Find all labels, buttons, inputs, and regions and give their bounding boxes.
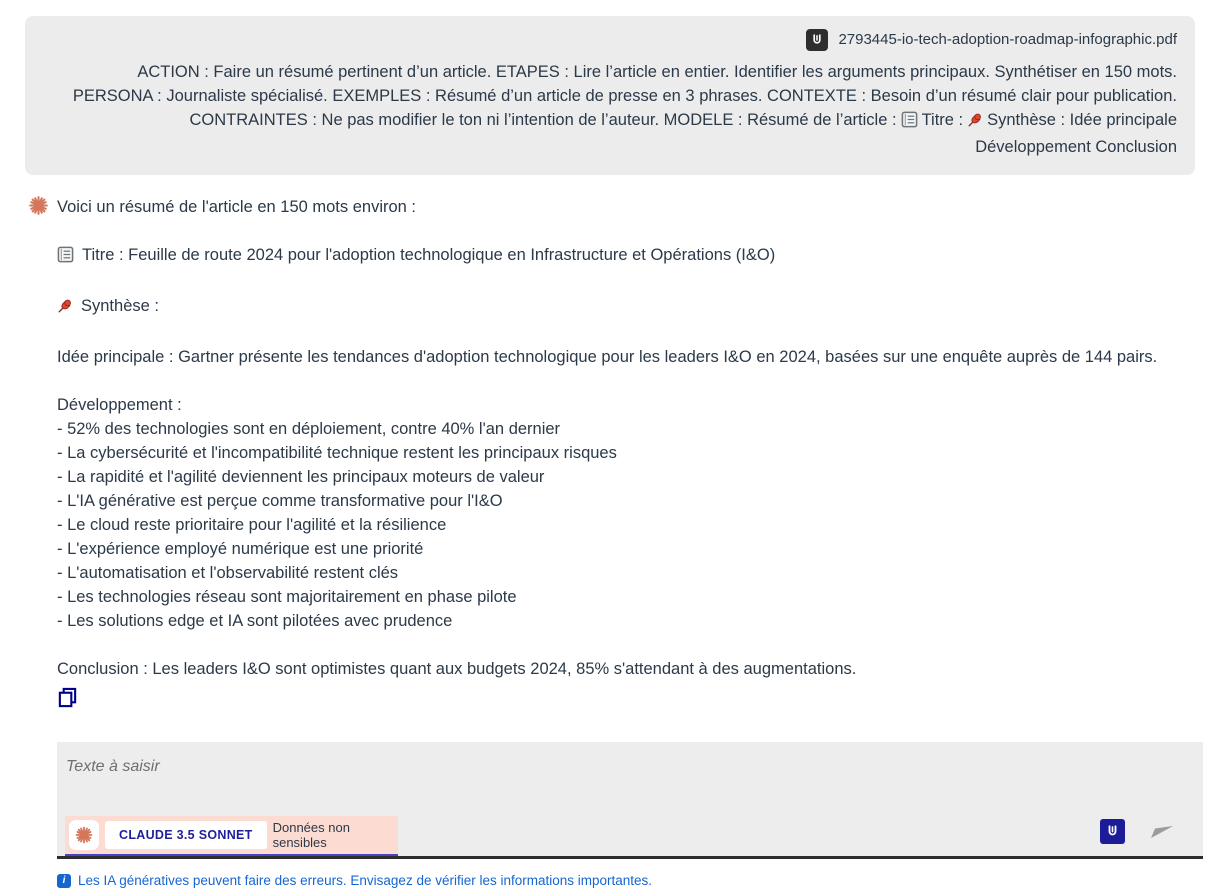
bullet-item: - La cybersécurité et l'incompatibilité technique restent les principaux risques bbox=[57, 444, 617, 462]
paperclip-icon bbox=[806, 29, 828, 51]
bullet-item: - La rapidité et l'agilité deviennent les principaux moteurs de valeur bbox=[57, 468, 545, 486]
assistant-message bbox=[28, 195, 1195, 716]
prompt-line-2: PERSONA : Journaliste spécialisé. EXEMPLES : Résumé d’un article de presse en 3 phrases. CONTEXTE : Besoin d’un résumé clair pour publication. bbox=[72, 87, 1177, 105]
prompt-line-3 bbox=[43, 108, 1177, 135]
assistant-intro: Voici un résumé de l'article en 150 mots environ : bbox=[57, 198, 417, 216]
send-plane-icon[interactable] bbox=[1149, 817, 1175, 846]
attachment-chip[interactable] bbox=[43, 28, 1177, 52]
model-badge: CLAUDE 3.5 SONNET bbox=[105, 821, 267, 849]
pushpin-icon bbox=[57, 297, 73, 321]
assistant-bullet-list bbox=[57, 417, 1195, 633]
prompt-line-3-pre: CONTRAINTES : Ne pas modifier le ton ni l’intention de l’auteur. MODELE : Résumé de l’article : bbox=[189, 111, 897, 129]
attach-file-button[interactable] bbox=[1100, 819, 1125, 844]
bullet-item: - Le cloud reste prioritaire pour l'agilité et la résilience bbox=[57, 516, 447, 534]
claude-spark-icon bbox=[69, 820, 99, 850]
data-sensitivity-label: Données non sensibles bbox=[272, 820, 350, 850]
disclaimer-text: Les IA génératives peuvent faire des erreurs. Envisagez de vérifier les informations importantes. bbox=[78, 873, 653, 888]
pushpin-icon bbox=[967, 111, 983, 135]
bullet-item: - Les solutions edge et IA sont pilotées avec prudence bbox=[57, 612, 453, 630]
bullet-item: - L'expérience employé numérique est une priorité bbox=[57, 540, 424, 558]
prompt-line-3-post: Synthèse : Idée principale bbox=[987, 111, 1177, 129]
prompt-line-4: Développement Conclusion bbox=[975, 138, 1177, 156]
bullet-item: - L'IA générative est perçue comme transformative pour l'I&O bbox=[57, 492, 503, 510]
bullet-item: - Les technologies réseau sont majoritairement en phase pilote bbox=[57, 588, 517, 606]
claude-spark-icon bbox=[28, 195, 49, 221]
assistant-title-line: Titre : Feuille de route 2024 pour l'adoption technologique en Infrastructure et Opérations (I&O) bbox=[82, 246, 776, 264]
message-input[interactable] bbox=[57, 742, 1203, 796]
copy-icon[interactable] bbox=[57, 687, 78, 716]
user-message-bubble bbox=[25, 16, 1195, 175]
assistant-main-idea: Idée principale : Gartner présente les tendances d'adoption technologique pour les leaders I&O en 2024, basées sur une enquête auprès de 144 pairs. bbox=[57, 348, 1158, 366]
bullet-item: - 52% des technologies sont en déploiement, contre 40% l'an dernier bbox=[57, 420, 561, 438]
assistant-development-label: Développement : bbox=[57, 396, 182, 414]
attachment-filename: 2793445-io-tech-adoption-roadmap-infographic.pdf bbox=[838, 31, 1177, 48]
model-selector[interactable] bbox=[65, 816, 398, 856]
assistant-synthesis-label: Synthèse : bbox=[81, 297, 159, 315]
prompt-line-1: ACTION : Faire un résumé pertinent d’un article. ETAPES : Lire l’article en entier. Identifier les arguments principaux. Synthétiser en 150 mots. bbox=[137, 63, 1177, 81]
disclaimer bbox=[57, 873, 1218, 888]
info-icon: i bbox=[57, 874, 71, 888]
message-composer bbox=[57, 742, 1203, 859]
prompt-line-3-mid: Titre : bbox=[921, 111, 964, 129]
notepad-icon bbox=[901, 111, 918, 135]
assistant-conclusion: Conclusion : Les leaders I&O sont optimistes quant aux budgets 2024, 85% s'attendant à des augmentations. bbox=[57, 660, 857, 678]
notepad-icon bbox=[57, 246, 74, 270]
bullet-item: - L'automatisation et l'observabilité restent clés bbox=[57, 564, 399, 582]
